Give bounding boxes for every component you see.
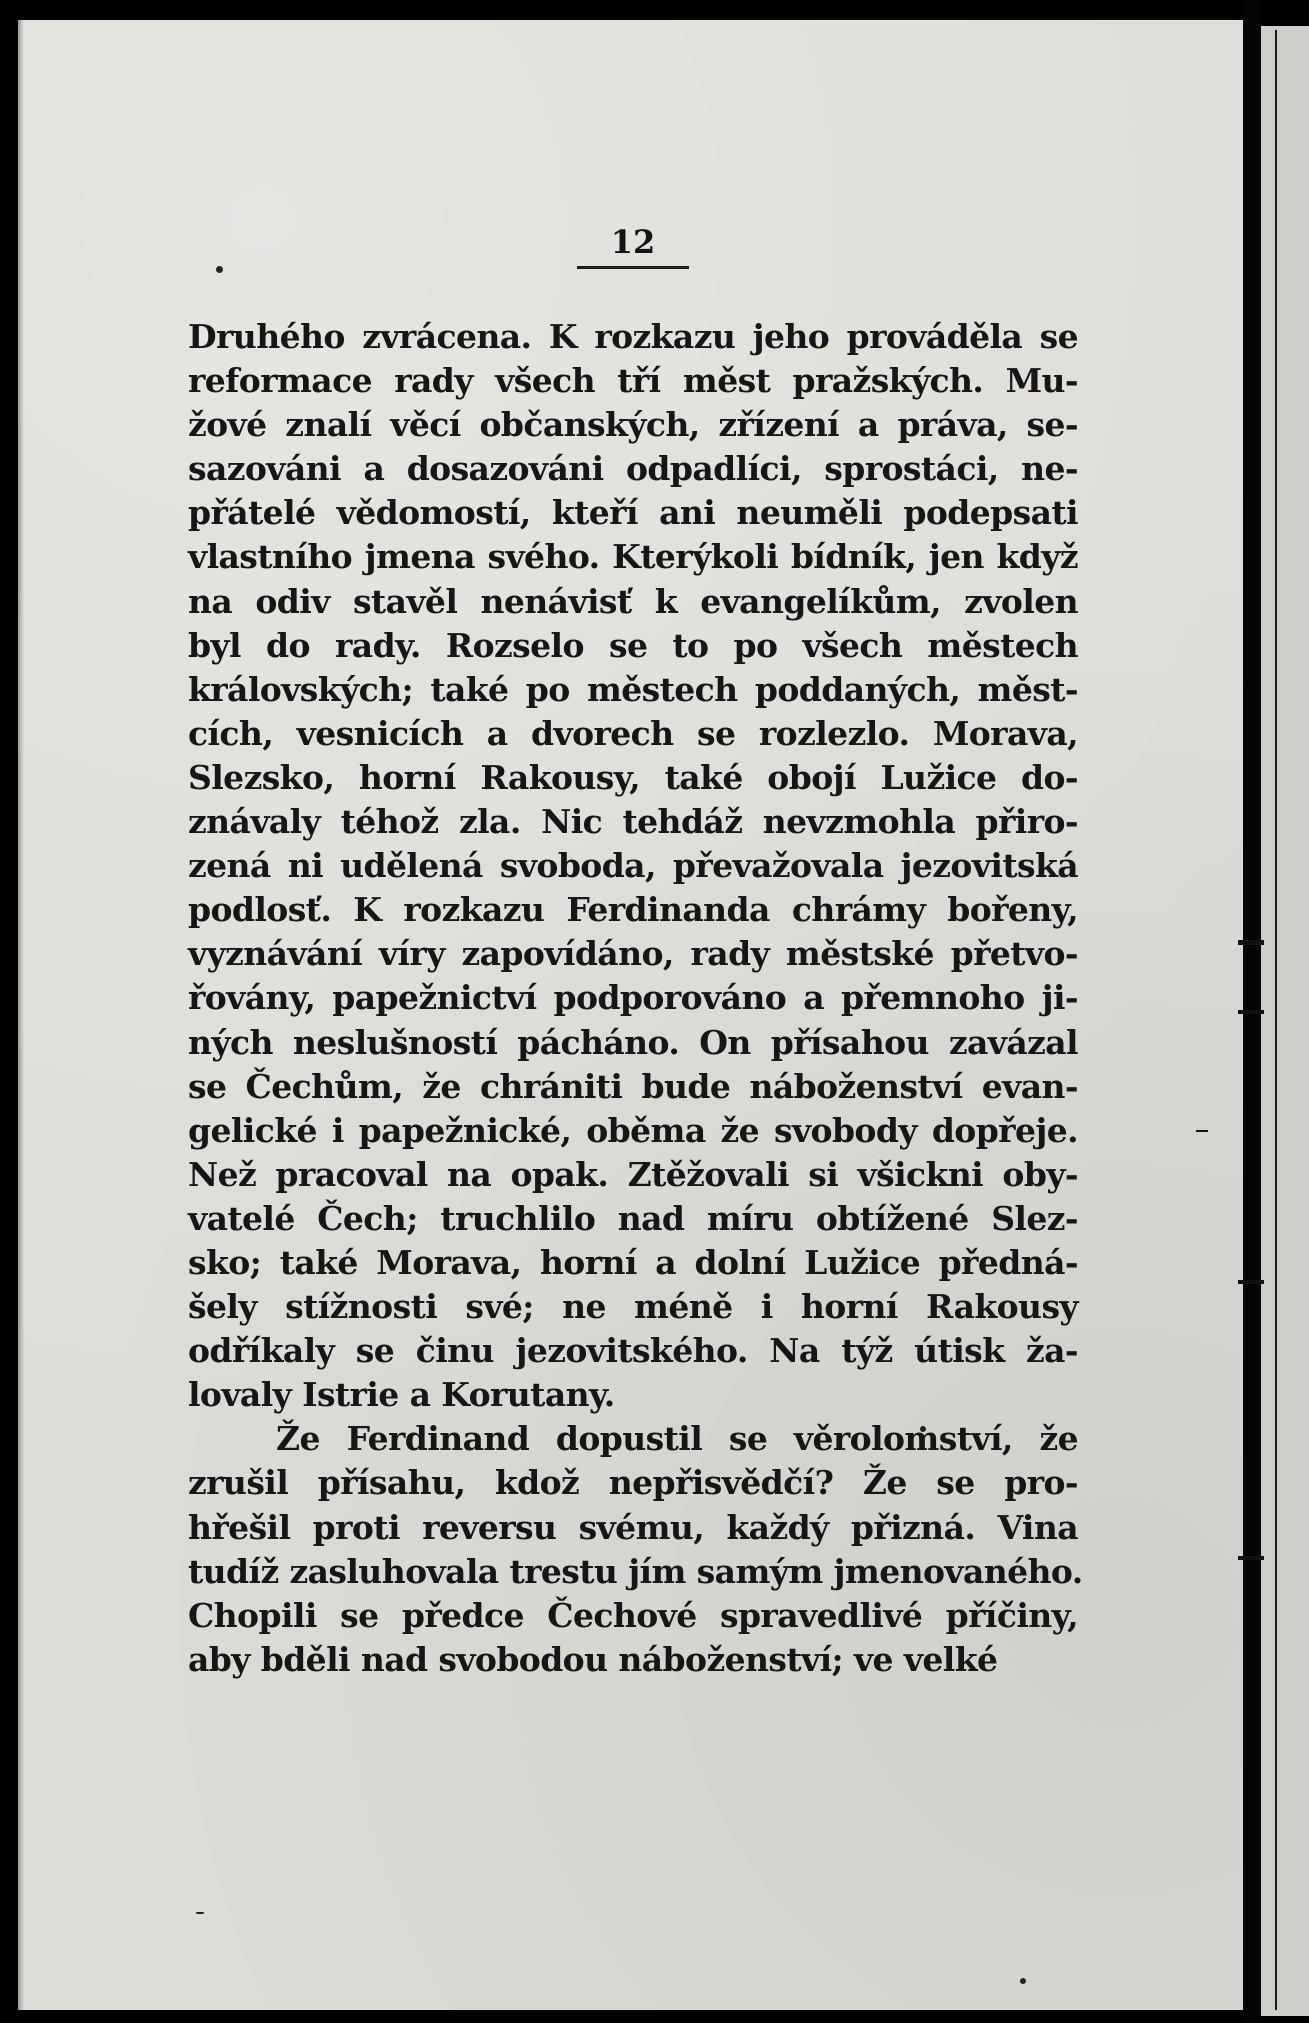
text-line: sazováni a dosazováni odpadlíci, sprostáci, ne- [188,449,1078,489]
text-line: žové znalí věcí občanských, zřízení a práva, se- [188,405,1078,445]
text-line: Že Ferdinand dopustil se věrolomství, že [276,1419,1078,1459]
ink-speck [196,1912,204,1914]
text-line: zrušil přísahu, kdož nepřisvědčí? Že se pro- [188,1463,1078,1503]
text-line: řovány, papežnictví podporováno a přemnoho ji- [188,978,1078,1018]
text-line: reformace rady všech tří měst pražských. Mu- [188,361,1078,401]
margin-tick-mark [1238,940,1264,945]
text-line: zená ni udělená svoboda, převažovala jezovitská [188,846,1078,886]
margin-tick-mark [1238,1556,1264,1560]
facing-page-edge-line [1275,30,1277,2010]
text-line: Druhého zvrácena. K rozkazu jeho prováděla se [188,317,1078,356]
text-line: se Čechům, že chrániti bude náboženství evan- [188,1066,1078,1106]
text-line: sko; také Morava, horní a dolní Lužice předná- [188,1242,1078,1282]
text-line: Než pracoval na opak. Ztěžovali si všickni oby- [188,1154,1078,1194]
margin-tick-mark [1238,1010,1264,1014]
text-line: gelické i papežnické, oběma že svobody dopřeje. [188,1110,1078,1150]
page-number: 12 [610,223,656,261]
text-line: vlastního jmena svého. Kterýkoli bídník, jen když [188,537,1078,577]
text-line: byl do rady. Rozselo se to po všech městech [188,625,1078,665]
text-line: ných neslušností pácháno. On přísahou zavázal [188,1022,1078,1062]
text-line: cích, vesnicích a dvorech se rozlezlo. Morava, [188,713,1078,753]
page-left-edge-shadow [18,20,24,2010]
text-line: královských; také po městech poddaných, měst- [188,669,1078,709]
text-line: vatelé Čech; truchlilo nad míru obtížené Slez- [188,1198,1078,1238]
ink-speck [216,266,223,273]
text-line: znávaly téhož zla. Nic tehdáž nevzmohla přiro- [188,802,1078,842]
facing-page-strip [1261,26,1309,2016]
text-line: na odiv stavěl nenávisť k evangelíkům, zvolen [188,581,1078,621]
text-line: Chopili se předce Čechové spravedlivé příčiny, [188,1595,1078,1635]
body-text [188,315,1083,1682]
text-line: přátelé vědomostí, kteří ani neuměli podepsati [188,493,1078,533]
text-line: tudíž zasluhovala trestu jím samým jmenovaného. [188,1551,1083,1591]
text-line: Slezsko, horní Rakousy, také obojí Lužice do- [188,757,1078,797]
text-line: lovaly Istrie a Korutany. [188,1375,615,1415]
text-line: podlosť. K rozkazu Ferdinanda chrámy bořeny, [188,890,1078,930]
text-line: aby bděli nad svobodou náboženství; ve velké [188,1639,998,1679]
ink-speck [1020,1978,1026,1984]
text-line: vyznávání víry zapovídáno, rady městské přetvo- [188,934,1078,974]
text-line: šely stížnosti své; ne méně i horní Rakousy [188,1287,1078,1327]
text-line: odříkaly se činu jezovitského. Na týž útisk ža- [188,1331,1078,1371]
page-number-underline [577,266,689,269]
margin-tick-mark [1238,1280,1264,1284]
margin-dash-mark [1196,1130,1208,1132]
text-line: hřešil proti reversu svému, každý přizná. Vina [188,1507,1078,1547]
